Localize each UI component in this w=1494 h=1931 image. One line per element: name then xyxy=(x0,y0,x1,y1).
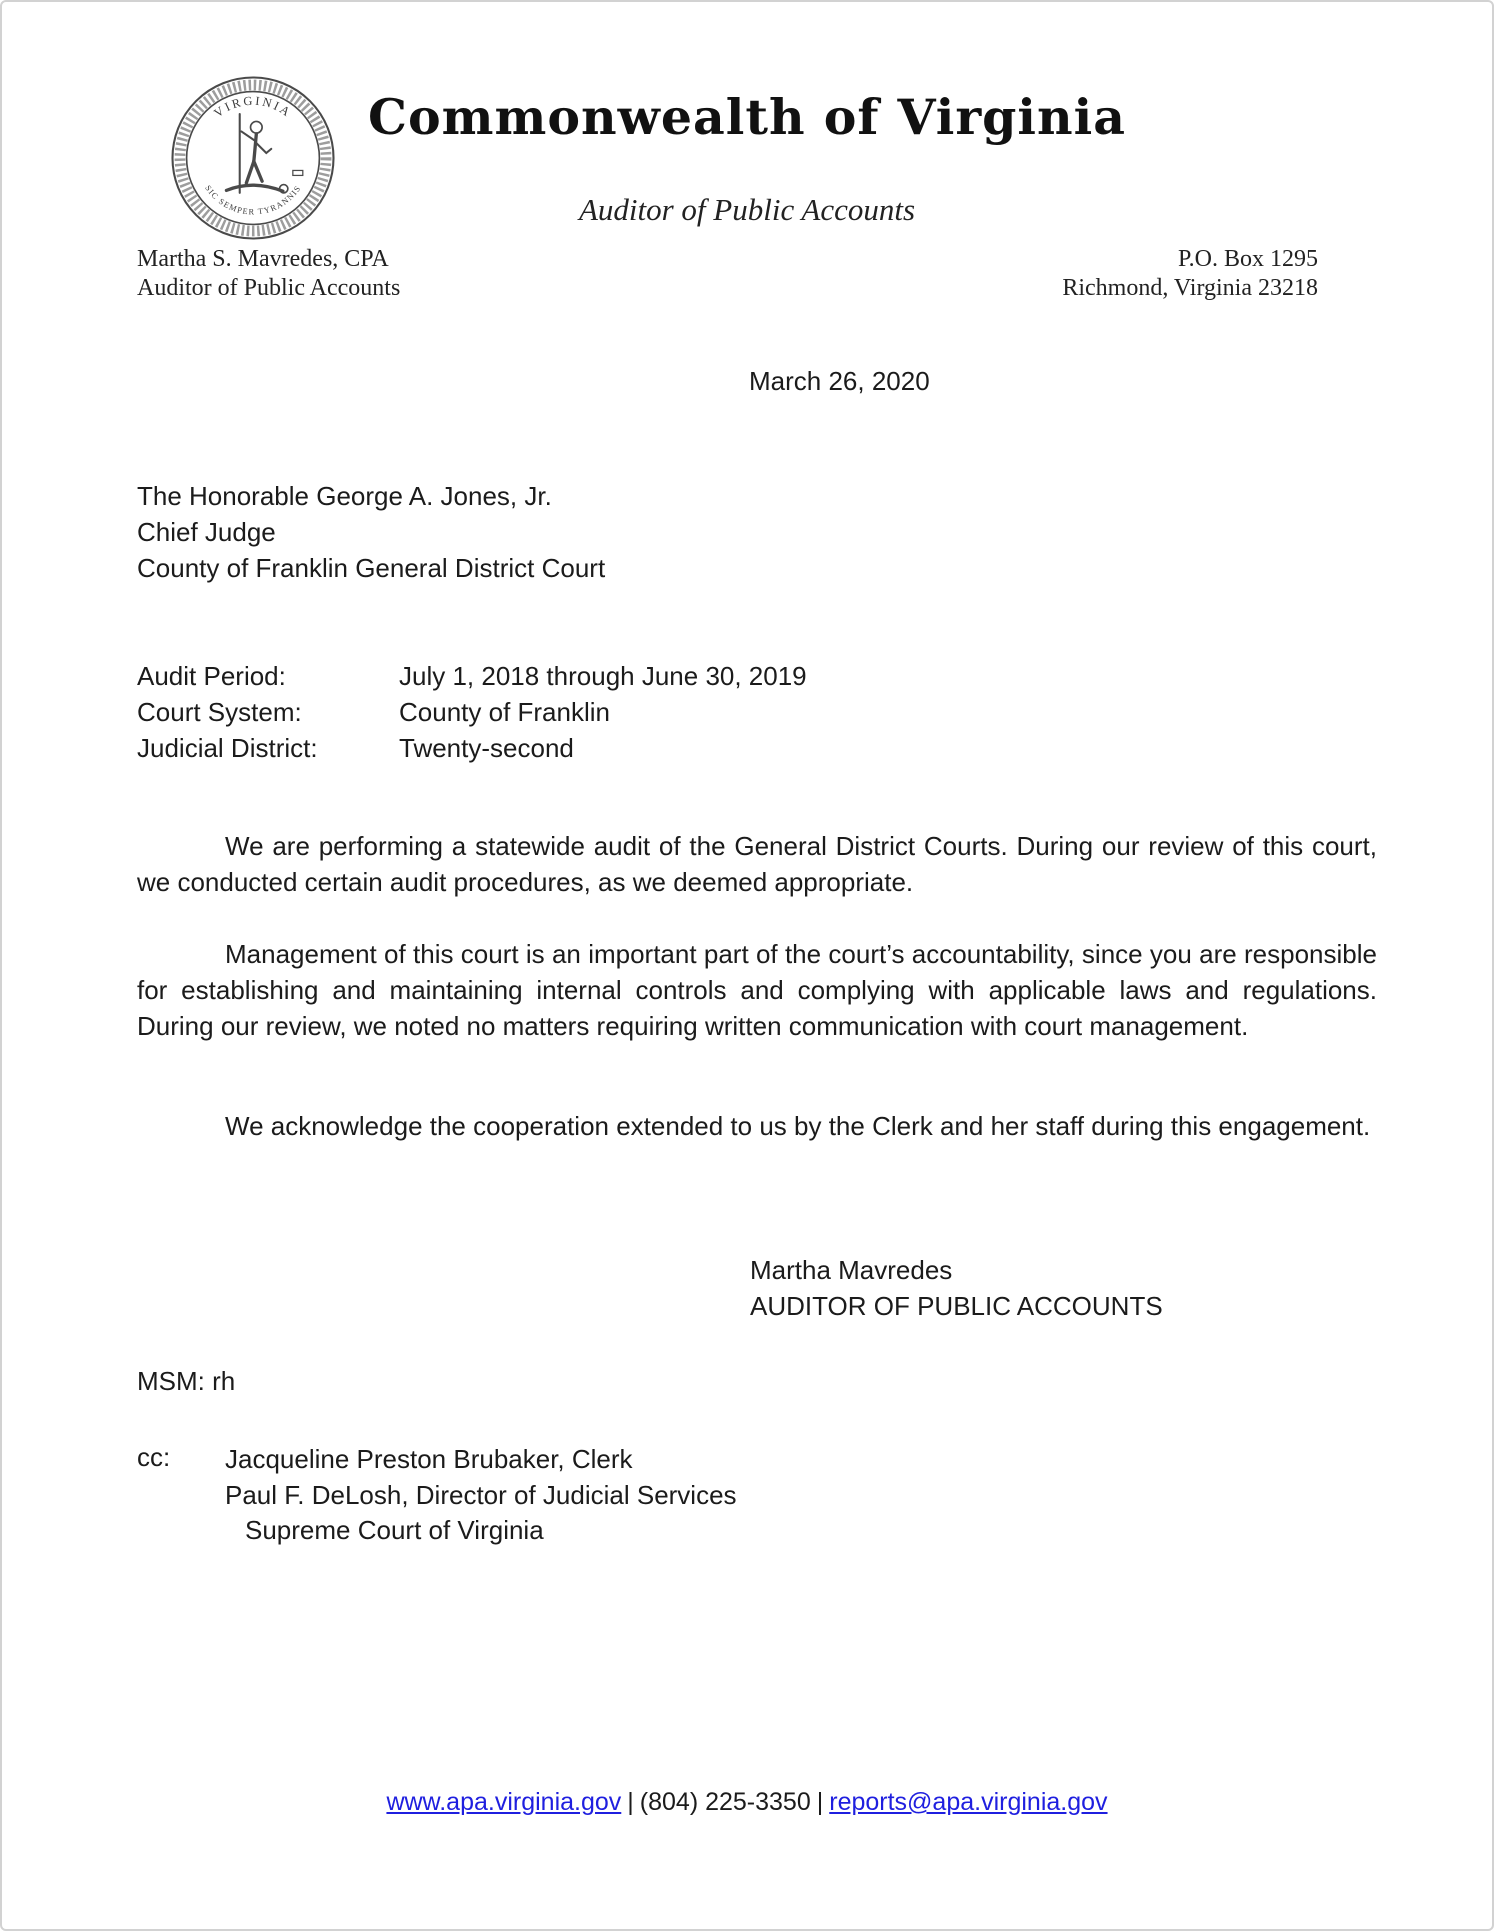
signature-title: AUDITOR OF PUBLIC ACCOUNTS xyxy=(750,1291,1163,1321)
seal-top-text: VIRGINIA xyxy=(211,93,295,121)
recipient-title: Chief Judge xyxy=(137,517,276,547)
judicial-district-label: Judicial District: xyxy=(137,733,318,763)
letter-date: March 26, 2020 xyxy=(749,366,930,396)
court-system-label: Court System: xyxy=(137,697,302,727)
signature-name: Martha Mavredes xyxy=(750,1255,953,1285)
footer-contact-line xyxy=(2,1788,1492,1817)
judicial-district-value: Twenty-second xyxy=(399,733,574,763)
audit-period-value: July 1, 2018 through June 30, 2019 xyxy=(399,661,807,691)
auditor-title: Auditor of Public Accounts xyxy=(137,275,401,301)
phone-number: (804) 225-3350 xyxy=(639,1788,811,1816)
reference-initials: MSM: rh xyxy=(137,1366,236,1396)
cc-label: cc: xyxy=(137,1442,171,1472)
office-address-block xyxy=(1062,245,1318,303)
org-title: Commonwealth of Virginia xyxy=(368,88,1126,146)
paragraph-acknowledgement: We acknowledge the cooperation extended to us by the Clerk and her staff during this engagement. xyxy=(225,1111,1371,1141)
recipient-name: The Honorable George A. Jones, Jr. xyxy=(137,481,552,511)
website-link[interactable]: www.apa.virginia.gov xyxy=(386,1788,622,1816)
po-box: P.O. Box 1295 xyxy=(1177,246,1318,272)
auditor-name-block xyxy=(137,245,400,303)
signature-block xyxy=(750,1252,1163,1324)
cc-recipient-clerk: Jacqueline Preston Brubaker, Clerk xyxy=(225,1444,633,1474)
recipient-court: County of Franklin General District Court xyxy=(137,553,606,583)
recipient-block xyxy=(137,478,605,586)
paragraph-management: Management of this court is an important part of the court’s accountability, since you are responsible for establishing and maintaining internal controls and complying with applicable laws and regulations. During our review, we noted no matters requiring written communication with court management. xyxy=(137,939,1377,1041)
footer-separator: | xyxy=(816,1788,824,1816)
paragraph-audit-scope: We are performing a statewide audit of the General District Courts. During our review of this court, we conducted certain audit procedures, as we deemed appropriate. xyxy=(137,831,1377,897)
cc-recipient-director: Paul F. DeLosh, Director of Judicial Services xyxy=(225,1479,737,1510)
auditor-name: Martha S. Mavredes, CPA xyxy=(137,246,389,272)
footer-separator: | xyxy=(627,1788,634,1816)
audit-details xyxy=(137,658,807,766)
seal-bottom-text: SIC SEMPER TYRANNIS xyxy=(203,183,303,217)
cc-list xyxy=(225,1442,737,1549)
org-subtitle: Auditor of Public Accounts xyxy=(578,192,916,227)
court-system-value: County of Franklin xyxy=(399,697,610,727)
email-link[interactable]: reports@apa.virginia.gov xyxy=(829,1788,1108,1816)
city-state-zip: Richmond, Virginia 23218 xyxy=(1062,275,1318,301)
audit-period-label: Audit Period: xyxy=(137,661,286,691)
cc-recipient-court: Supreme Court of Virginia xyxy=(245,1515,544,1545)
